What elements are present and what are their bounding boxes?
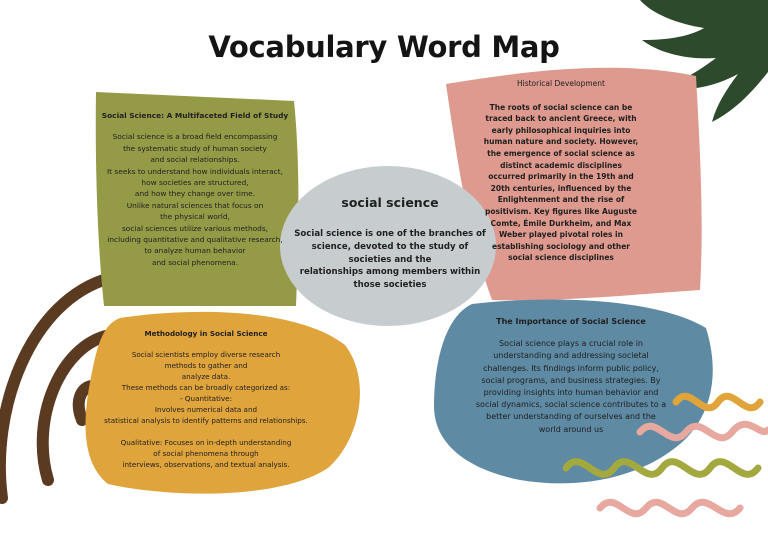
methodology-card (96, 328, 316, 470)
vocabulary-definition: Social science is one of the branches of science, devoted to the study of societies and the relationships among members within those societies (294, 229, 486, 291)
methodology-body: Social scientists employ diverse research methods to gather and analyze data. These methods can be broadly categorized as: - Quantitative: Involves numerical data and statistical analysis to identify patterns and relationships. Qualitative: Focuses on in-depth understanding of social phenomena through interviews, observations, and textual analysis. (104, 350, 308, 469)
historical-development-card (466, 78, 656, 264)
field-of-study-card (100, 110, 290, 268)
historical-development-body: The roots of social science can be traced back to ancient Greece, with early philosophical inquiries into human nature and society. However, the emergence of social science as distinct academic disciplines occurred primarily in the 19th and 20th centuries, influenced by the Enlightenment and the rise of positivism. Key figures like Auguste Comte, Émile Durkheim, and Max Weber played pivotal roles in establishing sociology and other social science disciplines (483, 102, 639, 263)
field-of-study-body: Social science is a broad field encompassing the systematic study of human society and social relationships. It seeks to understand how individuals interact, how societies are structured, and how they change over time. Unlike natural sciences that focus on the physical world, social sciences utilize various methods, including quantitative and qualitative research, to analyze human behavior and social phenomena. (107, 132, 283, 267)
central-term (290, 195, 490, 292)
page-title: Vocabulary Word Map (208, 30, 560, 64)
historical-development-heading: Historical Development (516, 79, 605, 88)
field-of-study-heading: Social Science: A Multifaceted Field of Study (101, 111, 289, 120)
vocabulary-word: social science (341, 195, 439, 210)
methodology-heading: Methodology in Social Science (144, 329, 268, 338)
importance-heading: The Importance of Social Science (496, 317, 646, 326)
importance-card (458, 316, 684, 436)
importance-body: Social science plays a crucial role in understanding and addressing societal challenges. Its findings inform public policy, social programs, and business strategies. By providing insights into human behavior and social dynamics, social science contributes to a better understanding of ourselves and the world around us (475, 339, 667, 434)
